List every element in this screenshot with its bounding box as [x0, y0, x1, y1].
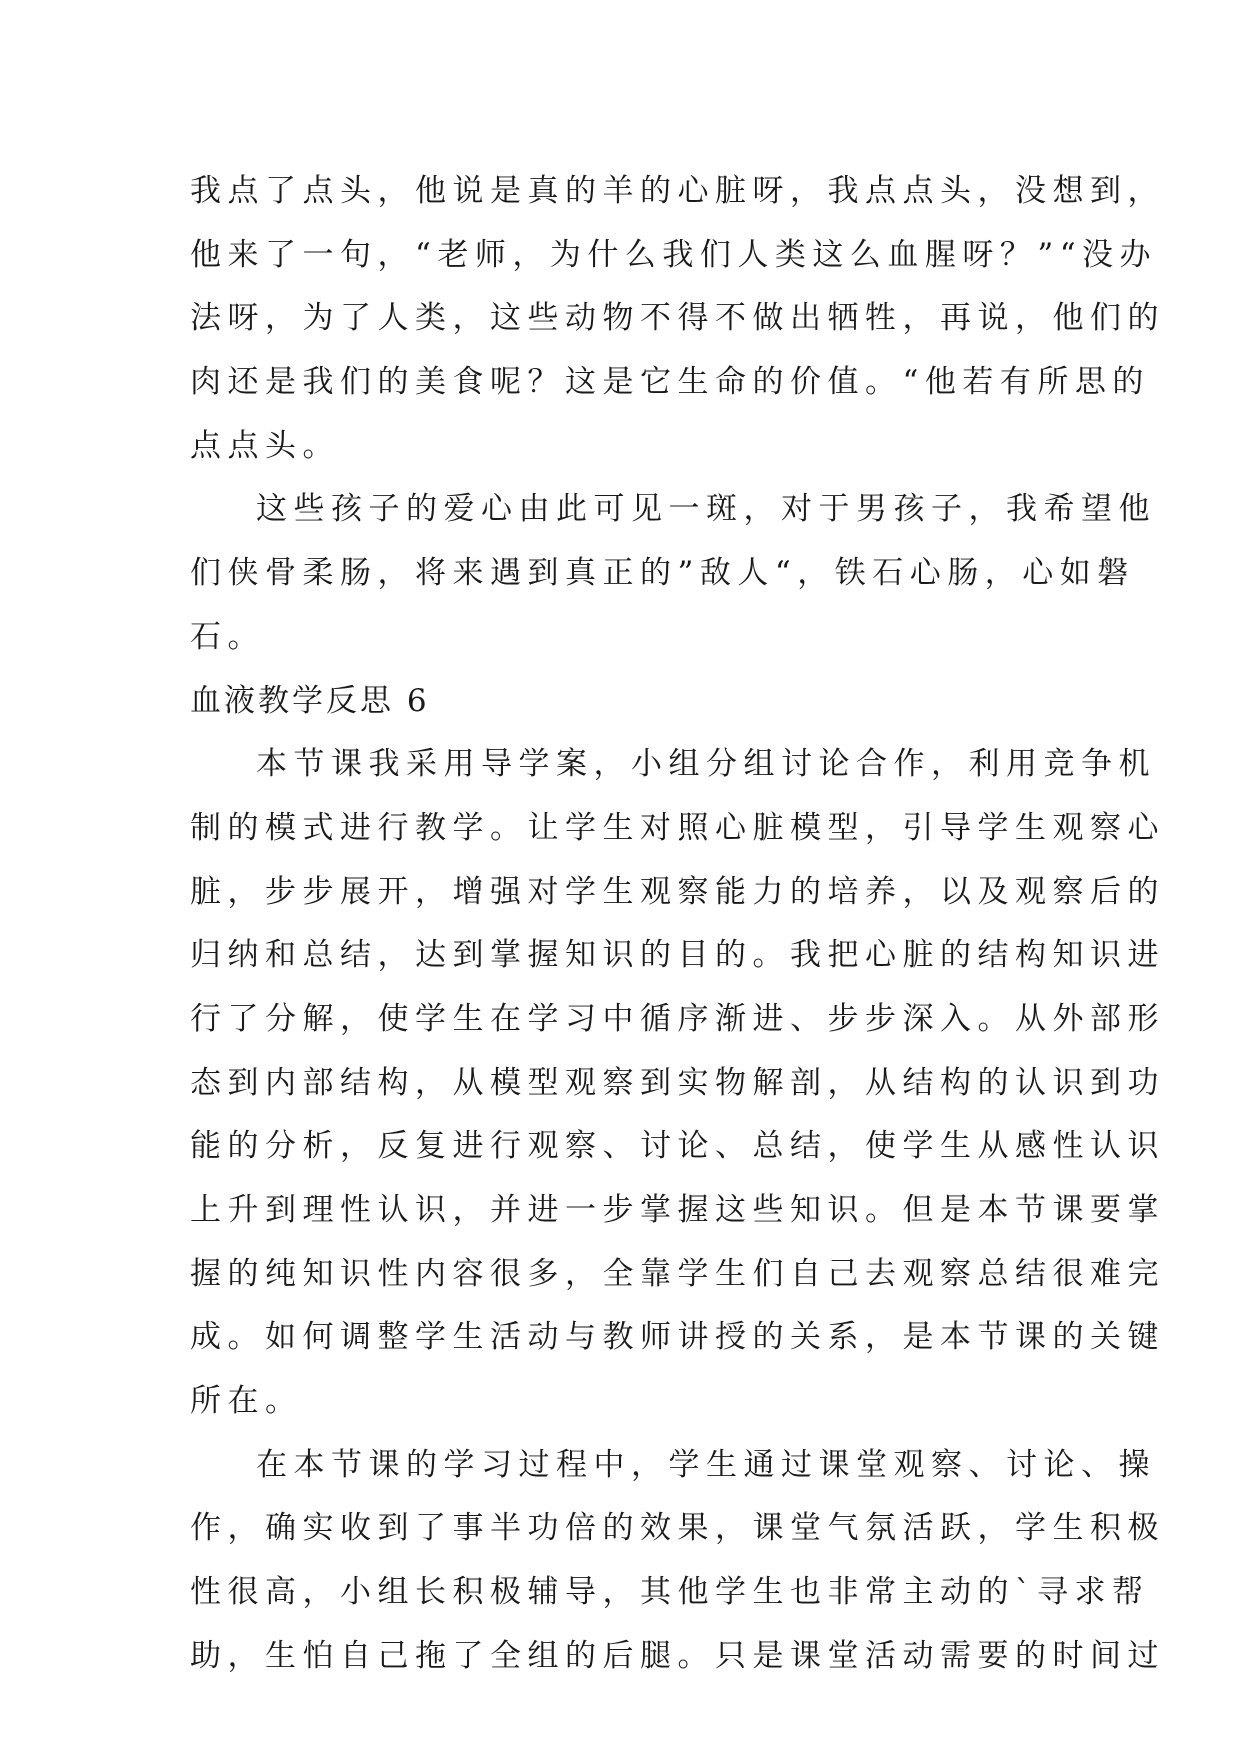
paragraph-line: 石。: [190, 618, 265, 655]
paragraph-line: 我点了点头，他说是真的羊的心脏呀，我点点头，没想到，: [190, 173, 1165, 209]
paragraph-line: 他来了一句，“老师，为什么我们人类这么血腥呀？”“没办: [190, 236, 1158, 273]
paragraph-line: 作，确实收到了事半功倍的效果，课堂气氛活跃，学生积极: [190, 1510, 1165, 1547]
paragraph-line: 行了分解，使学生在学习中循序渐进、步步深入。从外部形: [190, 1000, 1165, 1037]
paragraph-line: 上升到理性认识，并进一步掌握这些知识。但是本节课要掌: [190, 1192, 1165, 1228]
paragraph-line: 脏，步步展开，增强对学生观察能力的培养，以及观察后的: [190, 873, 1165, 910]
paragraph-line: 性很高，小组长积极辅导，其他学生也非常主动的`寻求帮: [190, 1574, 1150, 1611]
paragraph-line: 态到内部结构，从模型观察到实物解剖，从结构的认识到功: [190, 1064, 1165, 1101]
paragraph-line: 成。如何调整学生活动与教师讲授的关系，是本节课的关键: [190, 1319, 1165, 1356]
paragraph-line: 握的纯知识性内容很多，全靠学生们自己去观察总结很难完: [190, 1255, 1165, 1292]
paragraph-line: 本节课我采用导学案，小组分组讨论合作，利用竞争机: [256, 746, 1156, 783]
paragraph-line: 所在。: [190, 1383, 303, 1420]
paragraph-line: 归纳和总结，达到掌握知识的目的。我把心脏的结构知识进: [190, 937, 1165, 974]
document-body: [190, 160, 1165, 1689]
paragraph-line: 这些孩子的爱心由此可见一斑，对于男孩子，我希望他: [256, 491, 1156, 528]
paragraph-line: 能的分析，反复进行观察、讨论、总结，使学生从感性认识: [190, 1128, 1165, 1165]
paragraph-line: 助，生怕自己拖了全组的后腿。只是课堂活动需要的时间过: [190, 1637, 1165, 1674]
paragraph-line: 法呀，为了人类，这些动物不得不做出牺牲，再说，他们的: [190, 300, 1165, 337]
paragraph-line: 在本节课的学习过程中，学生通过课堂观察、讨论、操: [256, 1446, 1156, 1483]
paragraph-line: 制的模式进行教学。让学生对照心脏模型，引导学生观察心: [190, 809, 1165, 846]
paragraph-line: 点点头。: [190, 427, 340, 464]
paragraph-line: 们侠骨柔肠，将来遇到真正的”敌人“，铁石心肠，心如磐: [190, 555, 1135, 592]
section-heading: 血液教学反思 6: [190, 682, 430, 719]
paragraph-line: 肉还是我们的美食呢？这是它生命的价值。“他若有所思的: [190, 364, 1150, 401]
